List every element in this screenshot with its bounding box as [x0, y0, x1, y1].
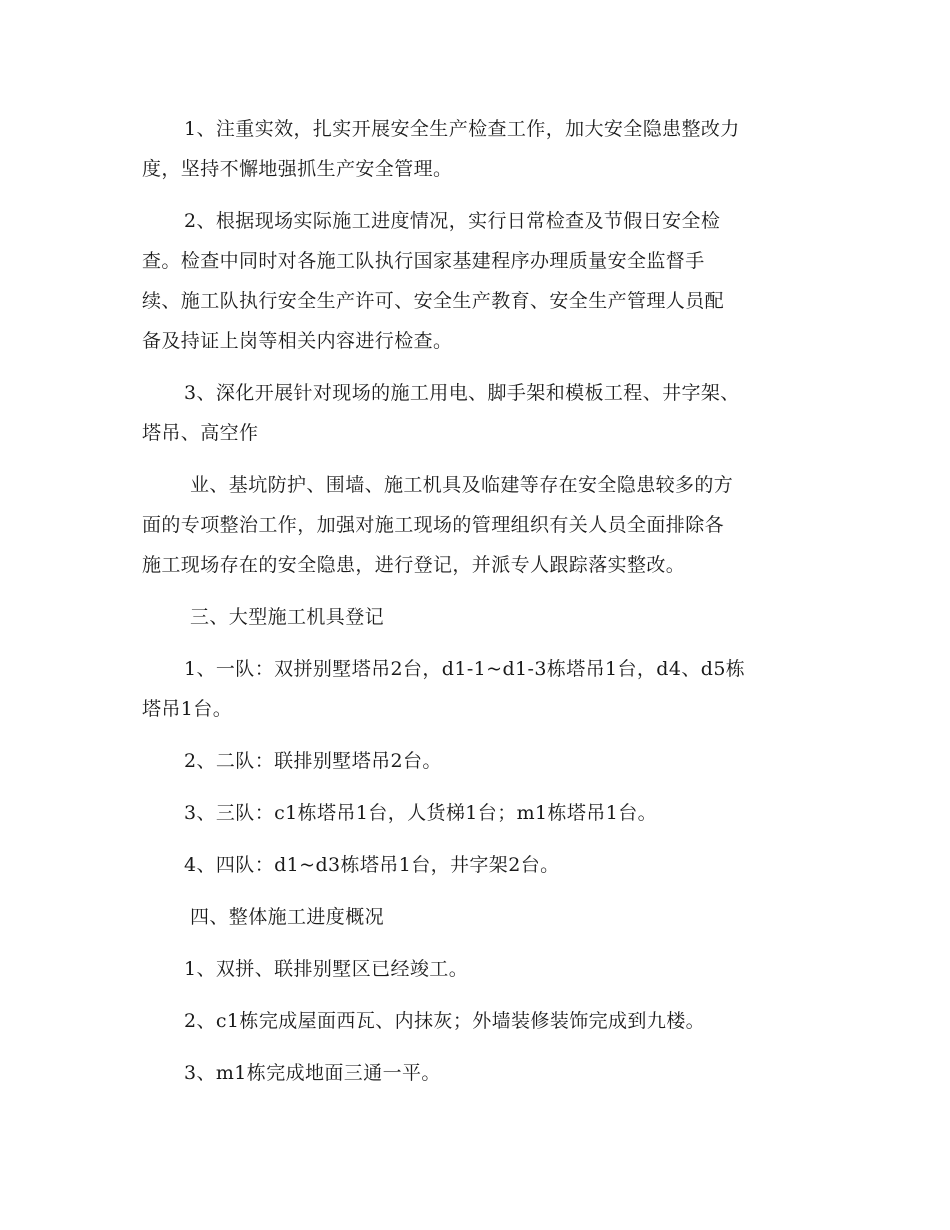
section-heading-progress: 四、整体施工进度概况: [190, 906, 385, 928]
paragraph-special-rectification: 3、深化开展针对现场的施工用电、脚手架和模板工程、井字架、 塔吊、高空作: [142, 382, 740, 444]
list-item-team-three: 3、三队：c1栋塔吊1台，人货梯1台；m1栋塔吊1台。: [184, 802, 657, 824]
list-item-progress-c1: 2、c1栋完成屋面西瓦、内抹灰；外墙装修装饰完成到九楼。: [184, 1010, 706, 1032]
list-item-progress-villas: 1、双拼、联排别墅区已经竣工。: [184, 958, 469, 980]
list-item-progress-m1: 3、m1栋完成地面三通一平。: [184, 1062, 441, 1084]
list-item-team-four: 4、四队：d1~d3栋塔吊1台，井字架2台。: [184, 854, 560, 876]
list-item-team-two: 2、二队：联排别墅塔吊2台。: [184, 750, 442, 772]
paragraph-rectification-continued: 业、基坑防护、围墙、施工机具及临建等存在安全隐患较多的方 面的专项整治工作，加强对施工现场的管理组织有关人员全面排除各 施工现场存在的安全隐患，进行登记，并派专人跟踪落实整改。: [142, 474, 734, 576]
paragraph-safety-inspection: 1、注重实效，扎实开展安全生产检查工作，加大安全隐患整改力 度，坚持不懈地强抓生产安全管理。: [142, 118, 740, 180]
list-item-team-one: 1、一队：双拼别墅塔吊2台，d1-1~d1-3栋塔吊1台，d4、d5栋 塔吊1台。: [142, 658, 746, 720]
paragraph-site-inspection: 2、根据现场实际施工进度情况，实行日常检查及节假日安全检 查。检查中同时对各施工队执行国家基建程序办理质量安全监督手 续、施工队执行安全生产许可、安全生产教育、安全生产管理人员配 备及持证上岗等相关内容进行检查。: [142, 210, 725, 352]
document-page: [142, 109, 810, 1093]
section-heading-machinery: 三、大型施工机具登记: [190, 606, 385, 628]
